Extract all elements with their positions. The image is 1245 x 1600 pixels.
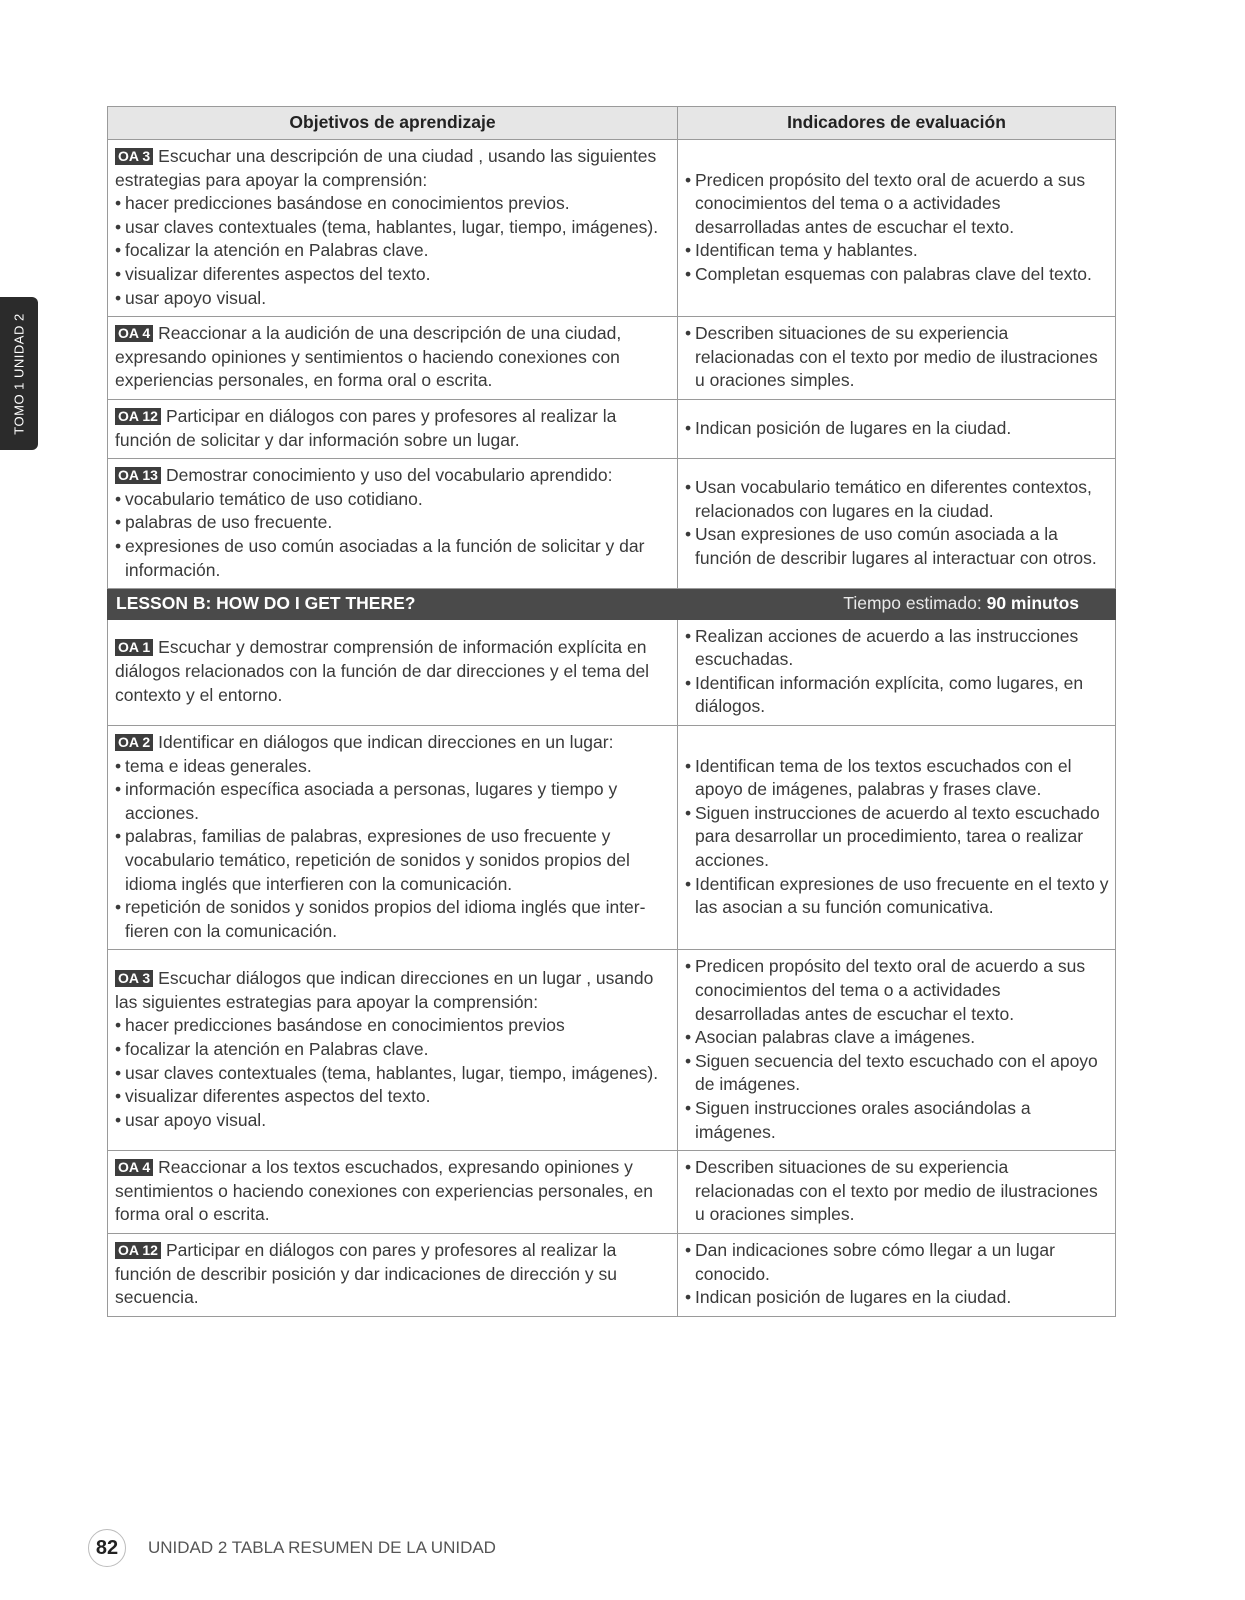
- lesson-b-banner: [108, 589, 1116, 620]
- objective-cell: [108, 459, 678, 589]
- objective-item: • focalizar la atención en Palabras clave.: [115, 239, 671, 263]
- indicator-item: • Dan indicaciones sobre cómo llegar a un lugar conocido.: [685, 1239, 1109, 1286]
- summary-table: [107, 106, 1116, 1317]
- objective-item: • visualizar diferentes aspectos del texto.: [115, 263, 671, 287]
- objective-statement: Demostrar conocimiento y uso del vocabulario aprendido:: [165, 465, 613, 486]
- objective-text: [115, 464, 671, 488]
- indicator-cell: [678, 399, 1116, 458]
- indicator-list: [685, 955, 1109, 1144]
- lesson-a-rows: [108, 140, 1116, 589]
- indicator-item: • Describen situaciones de su experiencia relacionadas con el texto por medio de ilustraciones u oraciones simples.: [685, 1156, 1109, 1227]
- objective-list: [115, 1014, 671, 1132]
- indicator-list: [685, 1239, 1109, 1310]
- objective-text: [115, 731, 671, 755]
- lesson-b-cell: [108, 589, 1116, 620]
- oa-code-badge: OA 3: [115, 148, 153, 165]
- indicator-item: • Siguen instrucciones orales asociándolas a imágenes.: [685, 1097, 1109, 1144]
- oa-code-badge: OA 12: [115, 1242, 161, 1259]
- objective-text: [115, 636, 671, 707]
- objective-item: • información específica asociada a personas, lugares y tiempo y acciones.: [115, 778, 671, 825]
- page-number: 82: [88, 1529, 126, 1567]
- objective-text: [115, 1156, 671, 1227]
- objective-text: [115, 1239, 671, 1310]
- objective-cell: [108, 399, 678, 458]
- indicator-list: [685, 322, 1109, 393]
- indicator-item: • Siguen secuencia del texto escuchado con el apoyo de imágenes.: [685, 1050, 1109, 1097]
- table-row: [108, 1151, 1116, 1234]
- indicator-list: [685, 755, 1109, 920]
- indicator-item: • Indican posición de lugares en la ciudad.: [685, 417, 1109, 441]
- objective-statement: Escuchar y demostrar comprensión de información explícita en diálogos relacionados con la función de dar direcciones y el tema del contexto y el entorno.: [115, 637, 650, 705]
- objective-text: [115, 145, 671, 192]
- indicator-list: [685, 625, 1109, 719]
- indicator-cell: [678, 1233, 1116, 1316]
- indicator-list: [685, 1156, 1109, 1227]
- table-row: [108, 459, 1116, 589]
- objective-statement: Reaccionar a la audición de una descripción de una ciudad, expresando opiniones y sentimientos o haciendo conexiones con experiencias personales, en forma oral o escrita.: [115, 323, 622, 391]
- lesson-b-time-label: Tiempo estimado:: [843, 593, 982, 614]
- indicator-list: [685, 417, 1109, 441]
- objective-item: • usar apoyo visual.: [115, 287, 671, 311]
- objective-cell: [108, 726, 678, 950]
- oa-code-badge: OA 4: [115, 1159, 153, 1176]
- oa-code-badge: OA 1: [115, 639, 153, 656]
- objective-item: • hacer predicciones basándose en conocimientos previos.: [115, 192, 671, 216]
- indicator-item: • Asocian palabras clave a imágenes.: [685, 1026, 1109, 1050]
- oa-code-badge: OA 12: [115, 408, 161, 425]
- objective-list: [115, 488, 671, 582]
- indicator-cell: [678, 1151, 1116, 1234]
- objective-item: • palabras de uso frecuente.: [115, 511, 671, 535]
- objective-text: [115, 322, 671, 393]
- indicator-item: • Identifican expresiones de uso frecuente en el texto y las asocian a su función comunicativa.: [685, 873, 1109, 920]
- objective-cell: [108, 317, 678, 400]
- table-row: [108, 1233, 1116, 1316]
- indicator-item: • Indican posición de lugares en la ciudad.: [685, 1286, 1109, 1310]
- indicator-item: • Describen situaciones de su experiencia relacionadas con el texto por medio de ilustraciones u oraciones simples.: [685, 322, 1109, 393]
- objective-item: • usar claves contextuales (tema, hablantes, lugar, tiempo, imágenes).: [115, 216, 671, 240]
- lesson-b-rows: [108, 619, 1116, 1316]
- table-row: [108, 726, 1116, 950]
- objective-list: [115, 192, 671, 310]
- indicator-cell: [678, 459, 1116, 589]
- objective-statement: Participar en diálogos con pares y profesores al realizar la función de describir posición y dar indicaciones de dirección y su secuencia.: [115, 1239, 617, 1308]
- objective-item: • repetición de sonidos y sonidos propios del idioma inglés que inter-fieren con la comunicación.: [115, 896, 671, 943]
- indicator-item: • Usan expresiones de uso común asociada a la función de describir lugares al interactuar con otros.: [685, 523, 1109, 570]
- indicator-cell: [678, 619, 1116, 725]
- page-footer: [88, 1528, 496, 1568]
- objective-cell: [108, 1151, 678, 1234]
- indicator-item: • Siguen instrucciones de acuerdo al texto escuchado para desarrollar un procedimiento, tarea o realizar acciones.: [685, 802, 1109, 873]
- table-row: [108, 317, 1116, 400]
- indicator-cell: [678, 950, 1116, 1151]
- lesson-b-time-value: 90 minutos: [986, 593, 1079, 614]
- indicator-list: [685, 169, 1109, 287]
- objective-item: • tema e ideas generales.: [115, 755, 671, 779]
- indicator-item: • Predicen propósito del texto oral de acuerdo a sus conocimientos del tema o a actividades desarrolladas antes de escuchar el texto.: [685, 169, 1109, 240]
- lesson-b-title: LESSON B: HOW DO I GET THERE?: [116, 593, 416, 614]
- indicator-cell: [678, 140, 1116, 317]
- objective-item: • usar claves contextuales (tema, hablantes, lugar, tiempo, imágenes).: [115, 1062, 671, 1086]
- objective-statement: Participar en diálogos con pares y profesores al realizar la función de solicitar y dar información sobre un lugar.: [115, 405, 617, 450]
- objective-item: • usar apoyo visual.: [115, 1109, 671, 1133]
- indicator-item: • Identifican tema de los textos escuchados con el apoyo de imágenes, palabras y frases clave.: [685, 755, 1109, 802]
- indicator-item: • Identifican información explícita, como lugares, en diálogos.: [685, 672, 1109, 719]
- objective-text: [115, 405, 671, 452]
- objective-cell: [108, 950, 678, 1151]
- indicator-list: [685, 476, 1109, 570]
- table-row: [108, 140, 1116, 317]
- table-row: [108, 399, 1116, 458]
- table-header-row: [108, 107, 1116, 140]
- objective-item: • vocabulario temático de uso cotidiano.: [115, 488, 671, 512]
- objective-list: [115, 755, 671, 944]
- objective-item: • expresiones de uso común asociadas a la función de solicitar y dar información.: [115, 535, 671, 582]
- indicator-item: • Completan esquemas con palabras clave del texto.: [685, 263, 1109, 287]
- oa-code-badge: OA 13: [115, 467, 161, 484]
- indicator-item: • Identifican tema y hablantes.: [685, 239, 1109, 263]
- table-row: [108, 950, 1116, 1151]
- indicator-item: • Predicen propósito del texto oral de acuerdo a sus conocimientos del tema o a actividades desarrolladas antes de escuchar el texto.: [685, 955, 1109, 1026]
- objective-text: [115, 967, 671, 1014]
- indicator-item: • Usan vocabulario temático en diferentes contextos, relacionados con lugares en la ciudad.: [685, 476, 1109, 523]
- oa-code-badge: OA 2: [115, 734, 153, 751]
- oa-code-badge: OA 3: [115, 970, 153, 987]
- objective-item: • focalizar la atención en Palabras clave.: [115, 1038, 671, 1062]
- indicator-cell: [678, 726, 1116, 950]
- objective-item: • visualizar diferentes aspectos del texto.: [115, 1085, 671, 1109]
- indicator-cell: [678, 317, 1116, 400]
- objective-cell: [108, 140, 678, 317]
- objective-item: • palabras, familias de palabras, expresiones de uso frecuente y vocabulario temático, repetición de sonidos y sonidos propios del idioma inglés que interfieren con la comunicación.: [115, 825, 671, 896]
- header-objectives: Objetivos de aprendizaje: [108, 107, 678, 140]
- side-tab: [0, 297, 38, 450]
- objective-cell: [108, 619, 678, 725]
- objective-cell: [108, 1233, 678, 1316]
- objective-statement: Escuchar diálogos que indican direcciones en un lugar , usando las siguientes estrategias para apoyar la comprensión:: [115, 968, 654, 1012]
- footer-text: UNIDAD 2 TABLA RESUMEN DE LA UNIDAD: [148, 1538, 496, 1557]
- objective-statement: Reaccionar a los textos escuchados, expresando opiniones y sentimientos o haciendo conexiones con experiencias personales, en forma oral o escrita.: [115, 1157, 653, 1225]
- side-tab-label: TOMO 1 UNIDAD 2: [11, 312, 27, 435]
- table-row: [108, 619, 1116, 725]
- oa-code-badge: OA 4: [115, 325, 153, 342]
- indicator-item: • Realizan acciones de acuerdo a las instrucciones escuchadas.: [685, 625, 1109, 672]
- objective-statement: Identificar en diálogos que indican direcciones en un lugar:: [158, 732, 614, 753]
- header-indicators: Indicadores de evaluación: [678, 107, 1116, 140]
- objective-item: • hacer predicciones basándose en conocimientos previos: [115, 1014, 671, 1038]
- objective-statement: Escuchar una descripción de una ciudad , usando las siguientes estrategias para apoyar la comprensión:: [115, 146, 657, 190]
- lesson-b-time: [843, 592, 1079, 616]
